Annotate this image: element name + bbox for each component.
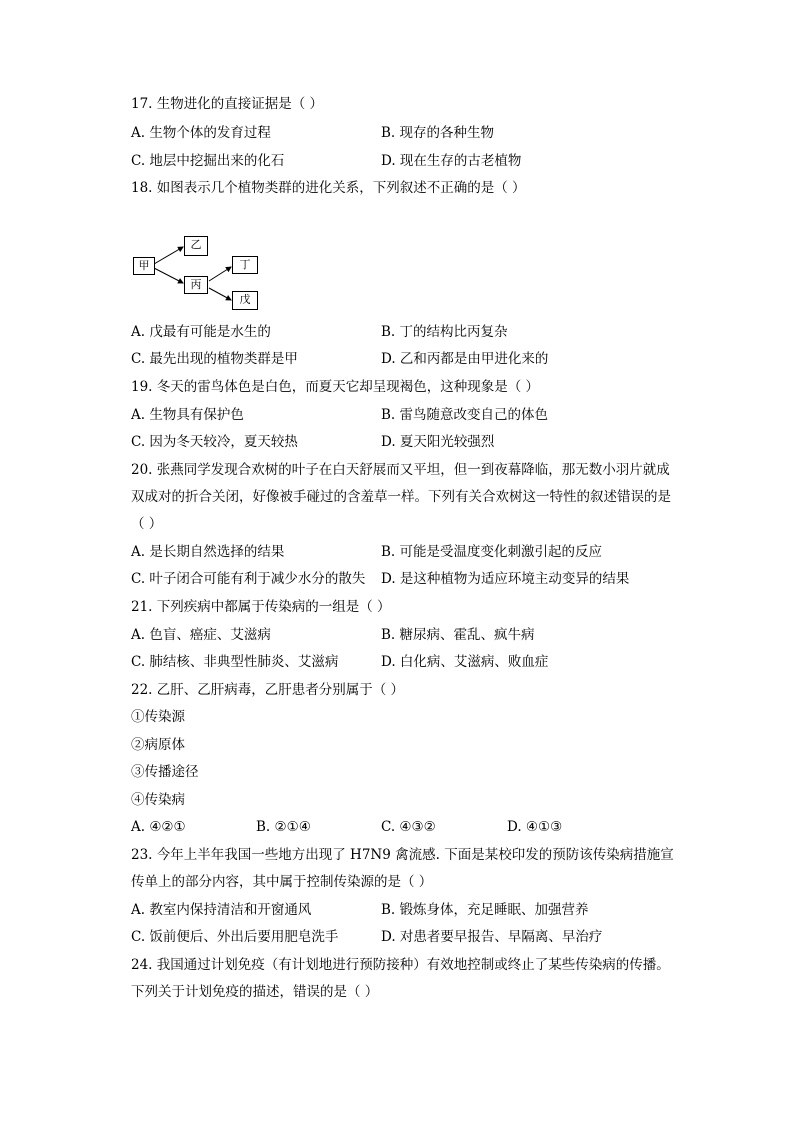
question-20-stem-line3: （ ） (131, 516, 163, 532)
q18-option-d: D. 乙和丙都是由甲进化来的 (381, 351, 549, 367)
q18-option-b: B. 丁的结构比丙复杂 (381, 324, 508, 340)
node-jia: 甲 (133, 257, 155, 275)
q21-option-c: C. 肺结核、非典型性肺炎、艾滋病 (131, 654, 339, 670)
q21-option-a: A. 色盲、癌症、艾滋病 (131, 627, 271, 643)
question-22-stem: 22. 乙肝、乙肝病毒，乙肝患者分别属于（ ） (131, 682, 405, 698)
q23-option-d: D. 对患者要早报告、早隔离、早治疗 (381, 929, 603, 945)
node-wu: 戊 (232, 291, 258, 310)
q18-option-c: C. 最先出现的植物类群是甲 (131, 351, 298, 367)
question-18-stem: 18. 如图表示几个植物类群的进化关系，下列叙述不正确的是（ ） (131, 180, 526, 196)
q22-item-4: ④传染病 (131, 792, 185, 808)
q20-option-c: C. 叶子闭合可能有利于减少水分的散失 (131, 571, 366, 587)
q20-option-b: B. 可能是受温度变化刺激引起的反应 (381, 544, 603, 560)
node-bing: 丙 (184, 276, 208, 294)
question-23-stem-line2: 传单上的部分内容，其中属于控制传染源的是（ ） (131, 874, 433, 890)
q17-option-b: B. 现存的各种生物 (381, 125, 495, 141)
question-17-stem: 17. 生物进化的直接证据是（ ） (131, 96, 324, 112)
q19-option-a: A. 生物具有保护色 (131, 407, 244, 423)
q22-option-a: A. ④②① (131, 819, 186, 835)
arrow-bing-ding (209, 267, 231, 281)
q17-option-c: C. 地层中挖掘出来的化石 (131, 153, 285, 169)
question-19-stem: 19. 冬天的雷鸟体色是白色，而夏天它却呈现褐色，这种现象是（ ） (131, 379, 540, 395)
q23-option-c: C. 饭前便后、外出后要用肥皂洗手 (131, 929, 339, 945)
q17-option-a: A. 生物个体的发育过程 (131, 125, 271, 141)
arrow-jia-yi (154, 247, 183, 264)
q22-item-2: ②病原体 (131, 737, 185, 753)
q23-option-b: B. 锻炼身体，充足睡眠、加强营养 (381, 902, 589, 918)
q22-option-c: C. ④③② (381, 819, 436, 835)
q19-option-d: D. 夏天阳光较强烈 (381, 434, 495, 450)
arrow-jia-bing (154, 268, 183, 283)
node-yi: 乙 (184, 236, 208, 256)
q22-item-3: ③传播途径 (131, 764, 199, 780)
node-ding: 丁 (232, 256, 258, 274)
q17-option-d: D. 现在生存的古老植物 (381, 153, 522, 169)
question-20-stem-line1: 20. 张燕同学发现合欢树的叶子在白天舒展而又平坦，但一到夜幕降临，那无数小羽片就成 (131, 462, 670, 478)
question-20-stem-line2: 双成对的折合关闭，好像被手碰过的含羞草一样。下列有关合欢树这一特性的叙述错误的是 (131, 489, 671, 505)
question-24-stem-line1: 24. 我国通过计划免疫（有计划地进行预防接种）有效地控制或终止了某些传染病的传播。 (131, 957, 670, 973)
q22-item-1: ①传染源 (131, 709, 185, 725)
q21-option-b: B. 糖尿病、霍乱、疯牛病 (381, 627, 535, 643)
q22-option-d: D. ④①③ (507, 819, 563, 835)
question-24-stem-line2: 下列关于计划免疫的描述，错误的是（ ） (131, 984, 379, 1000)
question-21-stem: 21. 下列疾病中都属于传染病的一组是（ ） (131, 599, 391, 615)
q20-option-d: D. 是这种植物为适应环境主动变异的结果 (381, 571, 630, 587)
q21-option-d: D. 白化病、艾滋病、败血症 (381, 654, 549, 670)
q19-option-b: B. 雷鸟随意改变自己的体色 (381, 407, 549, 423)
q20-option-a: A. 是长期自然选择的结果 (131, 544, 285, 560)
q23-option-a: A. 教室内保持清洁和开窗通风 (131, 902, 312, 918)
q19-option-c: C. 因为冬天较冷，夏天较热 (131, 434, 298, 450)
evolution-diagram (131, 232, 271, 312)
arrow-bing-wu (209, 288, 231, 300)
q22-option-b: B. ②①④ (256, 819, 311, 835)
question-23-stem-line1: 23. 今年上半年我国一些地方出现了 H7N9 禽流感. 下面是某校印发的预防该传染病措施宣 (131, 847, 674, 863)
q18-option-a: A. 戊最有可能是水生的 (131, 324, 271, 340)
